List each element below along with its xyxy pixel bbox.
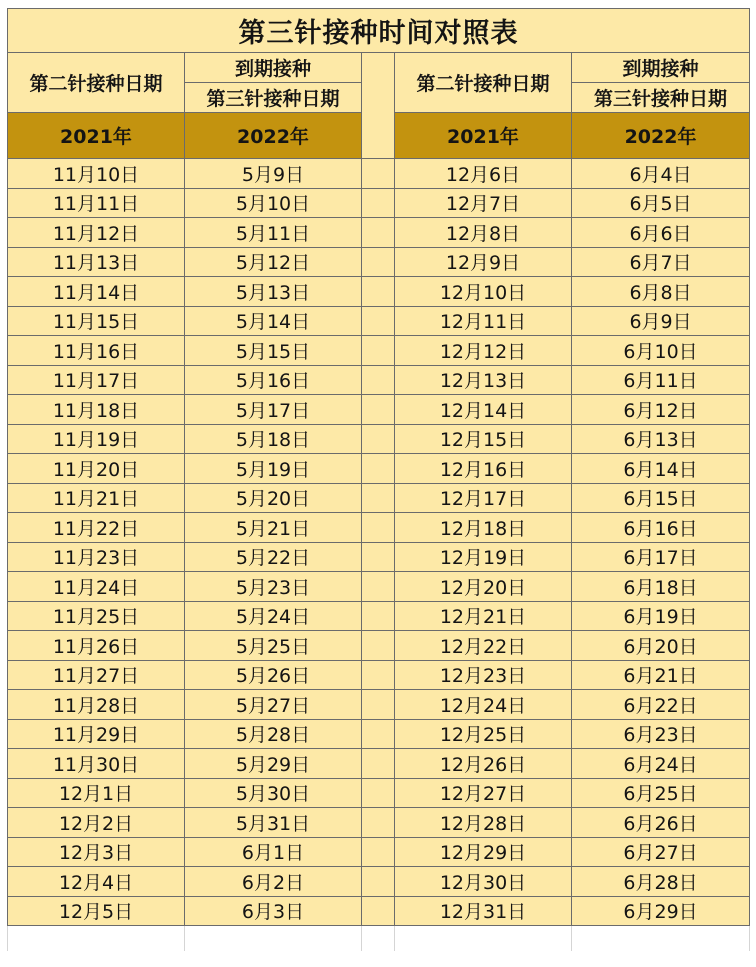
- right-third-dose-cell[interactable]: 6月14日: [572, 454, 750, 484]
- left-third-dose-cell[interactable]: 6月1日: [185, 837, 362, 867]
- empty-cell[interactable]: [395, 926, 572, 952]
- right-year-2022-header[interactable]: 2022年: [572, 113, 750, 159]
- table-row: [8, 336, 750, 366]
- left-third-dose-cell[interactable]: 5月18日: [185, 424, 362, 454]
- empty-cell[interactable]: [572, 926, 750, 952]
- right-second-dose-cell[interactable]: 12月15日: [395, 424, 572, 454]
- table-row: [8, 542, 750, 572]
- table-row: [8, 778, 750, 808]
- right-third-dose-cell[interactable]: 6月13日: [572, 424, 750, 454]
- empty-cell[interactable]: [185, 926, 362, 952]
- left-second-dose-cell[interactable]: 11月12日: [8, 218, 185, 248]
- spacer-cell[interactable]: [362, 336, 395, 366]
- right-third-dose-cell[interactable]: 6月28日: [572, 867, 750, 897]
- left-third-dose-cell[interactable]: 5月11日: [185, 218, 362, 248]
- spacer-cell[interactable]: [362, 188, 395, 218]
- left-third-dose-cell[interactable]: 5月22日: [185, 542, 362, 572]
- right-third-dose-cell[interactable]: 6月6日: [572, 218, 750, 248]
- left-second-dose-cell[interactable]: 11月22日: [8, 513, 185, 543]
- table-row: [8, 483, 750, 513]
- left-third-dose-cell[interactable]: 5月9日: [185, 159, 362, 189]
- table-row: [8, 454, 750, 484]
- left-third-dose-cell[interactable]: 5月31日: [185, 808, 362, 838]
- right-third-dose-cell[interactable]: 6月12日: [572, 395, 750, 425]
- right-second-dose-cell[interactable]: 12月20日: [395, 572, 572, 602]
- spacer-cell[interactable]: [362, 424, 395, 454]
- spacer-cell[interactable]: [362, 631, 395, 661]
- left-second-dose-cell[interactable]: 12月2日: [8, 808, 185, 838]
- right-third-dose-cell[interactable]: 6月11日: [572, 365, 750, 395]
- table-row: [8, 247, 750, 277]
- left-third-dose-cell[interactable]: 5月13日: [185, 277, 362, 307]
- right-third-dose-date-header[interactable]: 第三针接种日期: [572, 83, 750, 113]
- right-third-dose-cell[interactable]: 6月5日: [572, 188, 750, 218]
- left-second-dose-cell[interactable]: 11月19日: [8, 424, 185, 454]
- right-year-2021-header[interactable]: 2021年: [395, 113, 572, 159]
- right-second-dose-cell[interactable]: 12月28日: [395, 808, 572, 838]
- spacer-cell[interactable]: [362, 572, 395, 602]
- left-third-dose-cell[interactable]: 5月27日: [185, 690, 362, 720]
- right-second-dose-cell[interactable]: 12月13日: [395, 365, 572, 395]
- left-second-dose-cell[interactable]: 12月1日: [8, 778, 185, 808]
- table-row: [8, 867, 750, 897]
- right-third-dose-cell[interactable]: 6月22日: [572, 690, 750, 720]
- right-third-dose-cell[interactable]: 6月20日: [572, 631, 750, 661]
- title-row: [8, 9, 750, 53]
- left-third-dose-date-header[interactable]: 第三针接种日期: [185, 83, 362, 113]
- table-row: [8, 513, 750, 543]
- left-second-dose-cell[interactable]: 11月17日: [8, 365, 185, 395]
- spacer-cell[interactable]: [362, 808, 395, 838]
- right-second-dose-cell[interactable]: 12月23日: [395, 660, 572, 690]
- left-second-dose-cell[interactable]: 11月16日: [8, 336, 185, 366]
- spacer-cell[interactable]: [362, 778, 395, 808]
- left-second-dose-cell[interactable]: 12月5日: [8, 896, 185, 926]
- spacer-cell[interactable]: [362, 513, 395, 543]
- left-second-dose-cell[interactable]: 11月24日: [8, 572, 185, 602]
- left-third-dose-cell[interactable]: 5月29日: [185, 749, 362, 779]
- table-row: [8, 365, 750, 395]
- left-second-dose-date-header[interactable]: 第二针接种日期: [8, 53, 185, 113]
- left-second-dose-cell[interactable]: 11月23日: [8, 542, 185, 572]
- spacer-cell[interactable]: [362, 218, 395, 248]
- right-second-dose-cell[interactable]: 12月21日: [395, 601, 572, 631]
- spacer-cell[interactable]: [362, 365, 395, 395]
- spacer-cell[interactable]: [362, 601, 395, 631]
- right-second-dose-cell[interactable]: 12月17日: [395, 483, 572, 513]
- right-second-dose-cell[interactable]: 12月25日: [395, 719, 572, 749]
- right-second-dose-cell[interactable]: 12月18日: [395, 513, 572, 543]
- table-row: [8, 660, 750, 690]
- left-year-2022-header[interactable]: 2022年: [185, 113, 362, 159]
- spacer-cell[interactable]: [362, 690, 395, 720]
- spreadsheet: [7, 8, 749, 951]
- left-third-dose-cell[interactable]: 5月17日: [185, 395, 362, 425]
- left-due-label-header[interactable]: 到期接种: [185, 53, 362, 83]
- right-second-dose-cell[interactable]: 12月26日: [395, 749, 572, 779]
- table-row: [8, 719, 750, 749]
- left-third-dose-cell[interactable]: 5月20日: [185, 483, 362, 513]
- right-second-dose-cell[interactable]: 12月29日: [395, 837, 572, 867]
- right-third-dose-cell[interactable]: 6月9日: [572, 306, 750, 336]
- right-third-dose-cell[interactable]: 6月21日: [572, 660, 750, 690]
- table-row: [8, 631, 750, 661]
- empty-cell[interactable]: [8, 926, 185, 952]
- left-third-dose-cell[interactable]: 5月26日: [185, 660, 362, 690]
- spacer-cell[interactable]: [362, 749, 395, 779]
- left-second-dose-cell[interactable]: 11月11日: [8, 188, 185, 218]
- spacer-cell[interactable]: [362, 247, 395, 277]
- right-third-dose-cell[interactable]: 6月4日: [572, 159, 750, 189]
- left-third-dose-cell[interactable]: 5月23日: [185, 572, 362, 602]
- spacer-cell[interactable]: [362, 395, 395, 425]
- right-second-dose-cell[interactable]: 12月9日: [395, 247, 572, 277]
- right-third-dose-cell[interactable]: 6月7日: [572, 247, 750, 277]
- right-second-dose-cell[interactable]: 12月7日: [395, 188, 572, 218]
- table-row: [8, 837, 750, 867]
- table-row: [8, 306, 750, 336]
- spacer-cell[interactable]: [362, 719, 395, 749]
- table-row: [8, 218, 750, 248]
- empty-row: [8, 926, 750, 952]
- empty-cell[interactable]: [362, 926, 395, 952]
- left-second-dose-cell[interactable]: 11月10日: [8, 159, 185, 189]
- left-third-dose-cell[interactable]: 6月2日: [185, 867, 362, 897]
- right-second-dose-cell[interactable]: 12月8日: [395, 218, 572, 248]
- right-third-dose-cell[interactable]: 6月25日: [572, 778, 750, 808]
- right-second-dose-cell[interactable]: 12月19日: [395, 542, 572, 572]
- right-second-dose-cell[interactable]: 12月11日: [395, 306, 572, 336]
- left-third-dose-cell[interactable]: 5月25日: [185, 631, 362, 661]
- table-title[interactable]: 第三针接种时间对照表: [8, 9, 750, 53]
- left-second-dose-cell[interactable]: 11月13日: [8, 247, 185, 277]
- left-third-dose-cell[interactable]: 5月28日: [185, 719, 362, 749]
- spacer-cell[interactable]: [362, 867, 395, 897]
- left-third-dose-cell[interactable]: 5月21日: [185, 513, 362, 543]
- table-row: [8, 188, 750, 218]
- right-second-dose-cell[interactable]: 12月30日: [395, 867, 572, 897]
- spacer-cell[interactable]: [362, 542, 395, 572]
- table-row: [8, 808, 750, 838]
- left-second-dose-cell[interactable]: 12月4日: [8, 867, 185, 897]
- right-second-dose-cell[interactable]: 12月12日: [395, 336, 572, 366]
- header-row-1: [8, 53, 750, 83]
- left-second-dose-cell[interactable]: 11月29日: [8, 719, 185, 749]
- left-third-dose-cell[interactable]: 5月16日: [185, 365, 362, 395]
- spacer-cell[interactable]: [362, 837, 395, 867]
- spacer-cell[interactable]: [362, 896, 395, 926]
- table-row: [8, 749, 750, 779]
- right-third-dose-cell[interactable]: 6月27日: [572, 837, 750, 867]
- left-third-dose-cell[interactable]: 5月15日: [185, 336, 362, 366]
- table-row: [8, 690, 750, 720]
- table-row: [8, 424, 750, 454]
- left-second-dose-cell[interactable]: 11月14日: [8, 277, 185, 307]
- left-second-dose-cell[interactable]: 11月15日: [8, 306, 185, 336]
- right-third-dose-cell[interactable]: 6月24日: [572, 749, 750, 779]
- right-due-label-header[interactable]: 到期接种: [572, 53, 750, 83]
- left-second-dose-cell[interactable]: 11月21日: [8, 483, 185, 513]
- right-second-dose-cell[interactable]: 12月31日: [395, 896, 572, 926]
- left-second-dose-cell[interactable]: 11月30日: [8, 749, 185, 779]
- left-second-dose-cell[interactable]: 11月27日: [8, 660, 185, 690]
- left-second-dose-cell[interactable]: 11月26日: [8, 631, 185, 661]
- left-third-dose-cell[interactable]: 5月19日: [185, 454, 362, 484]
- booster-schedule-table: [7, 8, 750, 951]
- left-second-dose-cell[interactable]: 12月3日: [8, 837, 185, 867]
- right-third-dose-cell[interactable]: 6月18日: [572, 572, 750, 602]
- table-row: [8, 395, 750, 425]
- left-year-2021-header[interactable]: 2021年: [8, 113, 185, 159]
- left-third-dose-cell[interactable]: 5月30日: [185, 778, 362, 808]
- table-row: [8, 601, 750, 631]
- spacer-cell[interactable]: [362, 483, 395, 513]
- left-third-dose-cell[interactable]: 6月3日: [185, 896, 362, 926]
- right-third-dose-cell[interactable]: 6月19日: [572, 601, 750, 631]
- spacer-cell[interactable]: [362, 306, 395, 336]
- spacer-cell[interactable]: [362, 159, 395, 189]
- left-second-dose-cell[interactable]: 11月18日: [8, 395, 185, 425]
- right-third-dose-cell[interactable]: 6月15日: [572, 483, 750, 513]
- table-row: [8, 896, 750, 926]
- left-third-dose-cell[interactable]: 5月24日: [185, 601, 362, 631]
- right-second-dose-cell[interactable]: 12月6日: [395, 159, 572, 189]
- right-third-dose-cell[interactable]: 6月16日: [572, 513, 750, 543]
- right-second-dose-cell[interactable]: 12月22日: [395, 631, 572, 661]
- right-third-dose-cell[interactable]: 6月26日: [572, 808, 750, 838]
- table-row: [8, 572, 750, 602]
- spacer-cell[interactable]: [362, 277, 395, 307]
- right-third-dose-cell[interactable]: 6月10日: [572, 336, 750, 366]
- right-second-dose-cell[interactable]: 12月16日: [395, 454, 572, 484]
- table-row: [8, 277, 750, 307]
- right-second-dose-cell[interactable]: 12月14日: [395, 395, 572, 425]
- left-second-dose-cell[interactable]: 11月25日: [8, 601, 185, 631]
- right-third-dose-cell[interactable]: 6月8日: [572, 277, 750, 307]
- right-third-dose-cell[interactable]: 6月17日: [572, 542, 750, 572]
- right-second-dose-cell[interactable]: 12月10日: [395, 277, 572, 307]
- left-third-dose-cell[interactable]: 5月14日: [185, 306, 362, 336]
- right-second-dose-cell[interactable]: 12月24日: [395, 690, 572, 720]
- right-second-dose-date-header[interactable]: 第二针接种日期: [395, 53, 572, 113]
- table-row: [8, 159, 750, 189]
- spacer-column[interactable]: [362, 53, 395, 159]
- left-second-dose-cell[interactable]: 11月20日: [8, 454, 185, 484]
- right-second-dose-cell[interactable]: 12月27日: [395, 778, 572, 808]
- left-third-dose-cell[interactable]: 5月12日: [185, 247, 362, 277]
- right-third-dose-cell[interactable]: 6月23日: [572, 719, 750, 749]
- spacer-cell[interactable]: [362, 454, 395, 484]
- spacer-cell[interactable]: [362, 660, 395, 690]
- left-third-dose-cell[interactable]: 5月10日: [185, 188, 362, 218]
- right-third-dose-cell[interactable]: 6月29日: [572, 896, 750, 926]
- left-second-dose-cell[interactable]: 11月28日: [8, 690, 185, 720]
